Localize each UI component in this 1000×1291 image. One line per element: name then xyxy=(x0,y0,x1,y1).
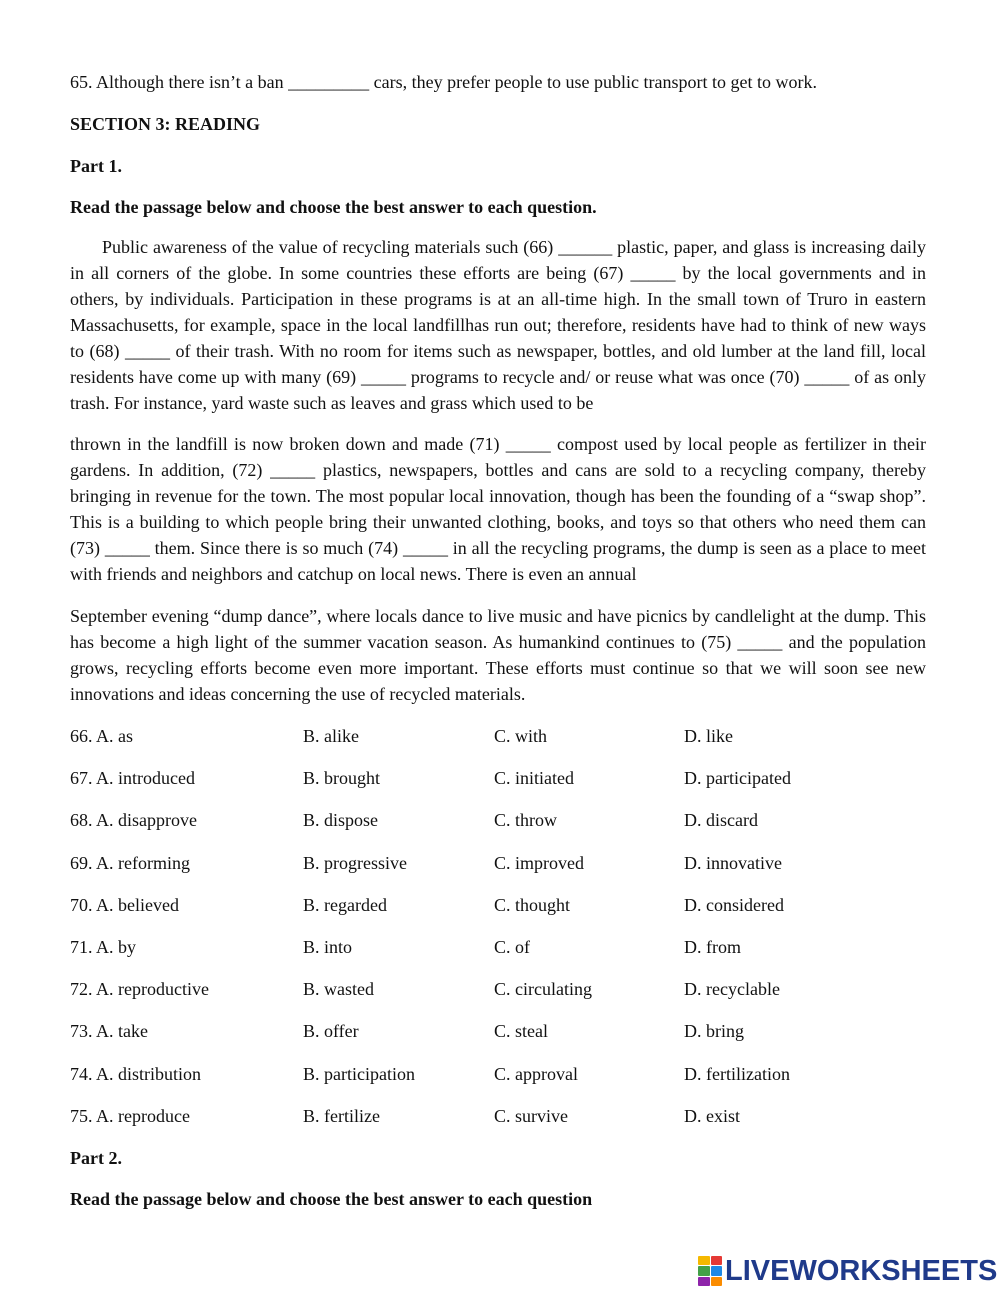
option-c[interactable]: C. throw xyxy=(494,810,557,830)
question-row-74 xyxy=(70,1064,930,1088)
option-c[interactable]: C. with xyxy=(494,726,548,746)
option-b[interactable]: B. wasted xyxy=(303,979,374,999)
question-row-73 xyxy=(70,1021,930,1045)
option-c[interactable]: C. initiated xyxy=(494,768,574,788)
option-a[interactable]: 67. A. introduced xyxy=(70,768,195,788)
option-b[interactable]: B. dispose xyxy=(303,810,379,830)
option-a[interactable]: 68. A. disapprove xyxy=(70,810,197,830)
passage-paragraph-1: Public awareness of the value of recycling materials such (66) ______ plastic, paper, and glass is increasing daily in all corners of the globe. In some countries these efforts are being (67) _____ by the local governments and in others, by individuals. Participation in these programs is at an all-time high. In the small town of Truro in eastern Massachusetts, for example, space in the local landfillhas run out; therefore, residents have had to think of new ways to (68) _____ of their trash. With no room for items such as newspaper, bottles, and old lumber at the land fill, local residents have come up with many (69) _____ programs to recycle and/ or reuse what was once (70) _____ of as only trash. For instance, yard waste such as leaves and grass which used to be xyxy=(70,237,926,413)
option-b[interactable]: B. participation xyxy=(303,1064,415,1084)
option-d[interactable]: D. innovative xyxy=(684,853,782,873)
option-b[interactable]: B. alike xyxy=(303,726,359,746)
option-a[interactable]: 75. A. reproduce xyxy=(70,1106,190,1126)
option-d[interactable]: D. recyclable xyxy=(684,979,780,999)
option-b[interactable]: B. progressive xyxy=(303,853,407,873)
option-d[interactable]: D. like xyxy=(684,726,733,746)
part1-title: Part 1. xyxy=(70,156,122,176)
option-b[interactable]: B. offer xyxy=(303,1021,359,1041)
question-row-66 xyxy=(70,726,930,750)
liveworksheets-logo xyxy=(698,1254,997,1288)
option-d[interactable]: D. exist xyxy=(684,1106,740,1126)
option-c[interactable]: C. thought xyxy=(494,895,571,915)
passage-paragraph-2: thrown in the landfill is now broken down and made (71) _____ compost used by local people as fertilizer in their gardens. In addition, (72) _____ plastics, newspapers, bottles and cans are sold to a recycling company, thereby bringing in revenue for the town. The most popular local innovation, though has been the founding of a “swap shop”. This is a building to which people bring their unwanted clothing, books, and toys so that others who need them can (73) _____ them. Since there is so much (74) _____ in all the recycling programs, the dump is seen as a place to meet with friends and neighbors and catchup on local news. There is even an annual xyxy=(70,434,926,584)
question-row-70 xyxy=(70,895,930,919)
option-d[interactable]: D. from xyxy=(684,937,741,957)
option-b[interactable]: B. brought xyxy=(303,768,381,788)
option-c[interactable]: C. survive xyxy=(494,1106,568,1126)
option-c[interactable]: C. improved xyxy=(494,853,584,873)
liveworksheets-logo-icon xyxy=(698,1256,722,1286)
question-row-71 xyxy=(70,937,930,961)
option-a[interactable]: 66. A. as xyxy=(70,726,133,746)
option-d[interactable]: D. bring xyxy=(684,1021,744,1041)
liveworksheets-logo-text: LIVEWORKSHEETS xyxy=(725,1254,998,1287)
option-a[interactable]: 70. A. believed xyxy=(70,895,179,915)
question-65: 65. Although there isn’t a ban _________ cars, they prefer people to use public transport to get to work. xyxy=(70,72,817,92)
question-row-75 xyxy=(70,1106,930,1130)
option-c[interactable]: C. circulating xyxy=(494,979,592,999)
option-d[interactable]: D. discard xyxy=(684,810,758,830)
option-c[interactable]: C. of xyxy=(494,937,530,957)
section-title: SECTION 3: READING xyxy=(70,114,261,134)
option-b[interactable]: B. fertilize xyxy=(303,1106,380,1126)
option-d[interactable]: D. considered xyxy=(684,895,784,915)
question-row-67 xyxy=(70,768,930,792)
option-a[interactable]: 74. A. distribution xyxy=(70,1064,202,1084)
option-c[interactable]: C. approval xyxy=(494,1064,578,1084)
option-c[interactable]: C. steal xyxy=(494,1021,548,1041)
part1-instruction: Read the passage below and choose the best answer to each question. xyxy=(70,197,597,217)
option-a[interactable]: 71. A. by xyxy=(70,937,137,957)
option-a[interactable]: 69. A. reforming xyxy=(70,853,190,873)
option-b[interactable]: B. into xyxy=(303,937,353,957)
question-row-72 xyxy=(70,979,930,1003)
option-d[interactable]: D. participated xyxy=(684,768,791,788)
question-row-69 xyxy=(70,853,930,877)
passage-paragraph-3: September evening “dump dance”, where locals dance to live music and have picnics by candlelight at the dump. This has become a high light of the summer vacation season. As humankind continues to (75) _____ and the population grows, recycling efforts become even more important. These efforts must continue so that we will soon see new innovations and ideas concerning the use of recycled materials. xyxy=(70,606,926,704)
option-b[interactable]: B. regarded xyxy=(303,895,387,915)
part2-title: Part 2. xyxy=(70,1148,122,1168)
option-d[interactable]: D. fertilization xyxy=(684,1064,790,1084)
option-a[interactable]: 73. A. take xyxy=(70,1021,148,1041)
part2-instruction: Read the passage below and choose the best answer to each question xyxy=(70,1189,593,1209)
question-row-68 xyxy=(70,810,930,834)
option-a[interactable]: 72. A. reproductive xyxy=(70,979,209,999)
